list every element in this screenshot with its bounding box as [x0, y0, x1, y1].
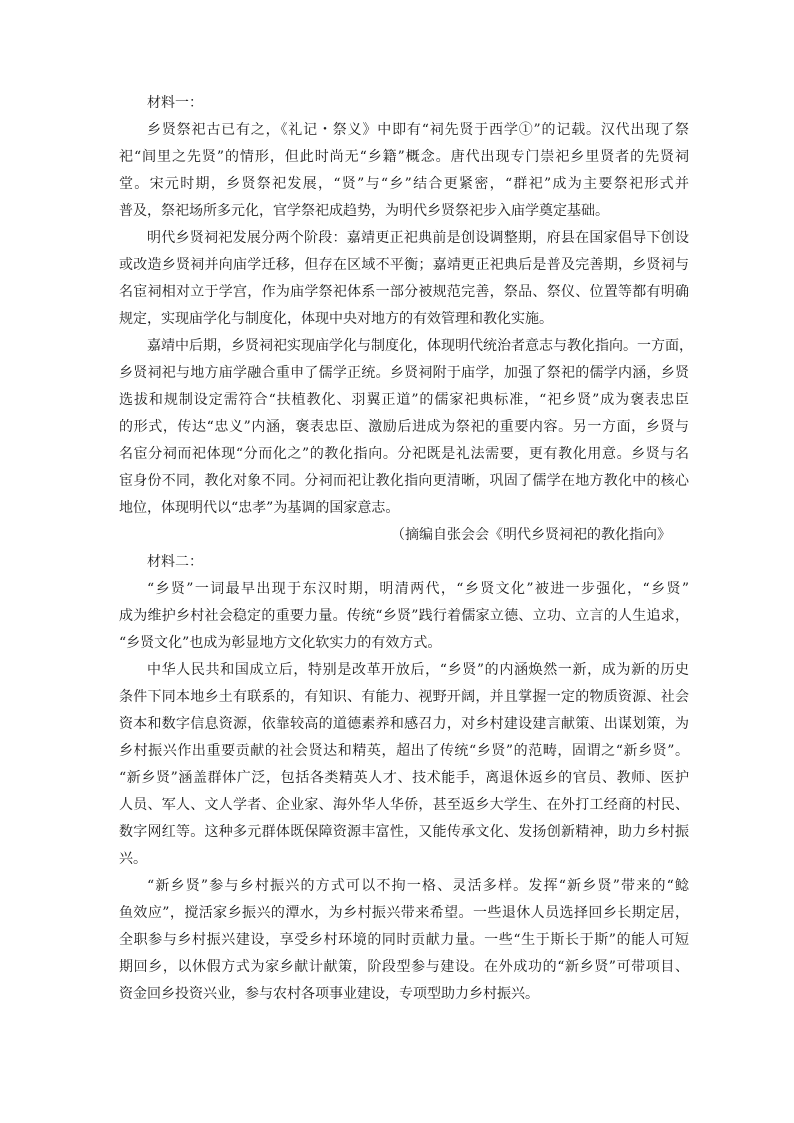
text-line: 兴。 — [119, 851, 147, 867]
material-one-paragraph-3 — [119, 333, 693, 522]
material-one-source: （摘编自张会会《明代乡贤祠祀的教化指向》 — [391, 527, 671, 543]
text-line: 明代乡贤祠祀发展分两个阶段：嘉靖更正祀典前是创设调整期，府县在国家倡导下创设 — [147, 230, 689, 246]
text-line: 乡村振兴作出重要贡献的社会贤达和精英，超出了传统“乡贤”的范畴，固谓之“新乡贤”。 — [119, 743, 689, 759]
text-line: “乡贤文化”也成为彰显地方文化软实力的有效方式。 — [119, 635, 442, 651]
text-line: 嘉靖中后期，乡贤祠祀实现庙学化与制度化，体现明代统治者意志与教化指向。一方面， — [147, 338, 693, 354]
text-line: 地位，体现明代以“忠孝”为基调的国家意志。 — [119, 500, 400, 516]
text-line: “新乡贤”涵盖群体广泛，包括各类精英人才、技术能手，离退休返乡的官员、教师、医护 — [119, 770, 689, 786]
text-line: 鱼效应”，搅活家乡振兴的潭水，为乡村振兴带来希望。一些退休人员选择回乡长期定居， — [119, 905, 689, 921]
material-two-paragraph-3 — [119, 873, 689, 1008]
text-line: “乡贤”一词最早出现于东汉时期，明清两代，“乡贤文化”被进一步强化，“乡贤” — [147, 581, 689, 597]
material-two-paragraph-2 — [119, 657, 689, 873]
text-line: 堂。宋元时期，乡贤祭祀发展，“贤”与“乡”结合更紧密，“群祀”成为主要祭祀形式并 — [119, 176, 689, 192]
text-line: 资金回乡投资兴业，参与农村各项事业建设，专项型助力乡村振兴。 — [119, 986, 539, 1002]
text-line: 祀“闾里之先贤”的情形，但此时尚无“乡籍”概念。唐代出现专门崇祀乡里贤者的先贤祠 — [119, 149, 689, 165]
text-line: 普及，祭祀场所多元化，官学祭祀成趋势，为明代乡贤祭祀步入庙学奠定基础。 — [119, 203, 609, 219]
text-line: 期回乡，以休假方式为家乡献计献策，阶段型参与建设。在外成功的“新乡贤”可带项目、 — [119, 959, 689, 975]
document-page — [119, 90, 693, 1008]
text-line: 乡贤祭祀古已有之，《礼记・祭义》中即有“祠先贤于西学①”的记载。汉代出现了祭 — [147, 122, 689, 138]
text-line: 规定，实现庙学化与制度化，体现中央对地方的有效管理和教化实施。 — [119, 311, 553, 327]
text-line: 名宦分祠而祀体现“分而化之”的教化指向。分祀既是礼法需要，更有教化用意。乡贤与名 — [119, 446, 689, 462]
text-line: 成为维护乡村社会稳定的重要力量。传统“乡贤”践行着儒家立德、立功、立言的人生追求， — [119, 608, 689, 624]
text-line: 名宦祠相对立于学宫，作为庙学祭祀体系一部分被规范完善，祭品、祭仪、位置等都有明确 — [119, 284, 689, 300]
text-line: 乡贤祠祀与地方庙学融合重申了儒学正统。乡贤祠附于庙学，加强了祭祀的儒学内涵，乡贤 — [119, 365, 689, 381]
material-two-paragraph-1 — [119, 576, 689, 657]
text-line: 选拔和规制设定需符合“扶植教化、羽翼正道”的儒家祀典标准，“祀乡贤”成为褒表忠臣 — [119, 392, 689, 408]
text-line: “新乡贤”参与乡村振兴的方式可以不拘一格、灵活多样。发挥“新乡贤”带来的“鲶 — [147, 878, 689, 894]
text-line: 中华人民共和国成立后，特别是改革开放后，“乡贤”的内涵焕然一新，成为新的历史 — [147, 662, 689, 678]
material-two-label: 材料二： — [147, 554, 203, 570]
text-line: 数字网红等。这种多元群体既保障资源丰富性，又能传承文化、发扬创新精神，助力乡村振 — [119, 824, 689, 840]
text-line: 的形式，传达“忠义”内涵，褒表忠臣、激励后进成为祭祀的重要内容。另一方面，乡贤与 — [119, 419, 689, 435]
material-one-label: 材料一： — [147, 95, 203, 111]
material-one-paragraph-2 — [119, 225, 689, 333]
text-line: 或改造乡贤祠并向庙学迁移，但存在区域不平衡；嘉靖更正祀典后是普及完善期，乡贤祠与 — [119, 257, 689, 273]
text-line: 资本和数字信息资源，依靠较高的道德素养和感召力，对乡村建设建言献策、出谋划策，为 — [119, 716, 689, 732]
text-line: 宦身份不同，教化对象不同。分祠而祀让教化指向更清晰，巩固了儒学在地方教化中的核心 — [119, 473, 689, 489]
text-line: 条件下同本地乡土有联系的，有知识、有能力、视野开阔，并且掌握一定的物质资源、社会 — [119, 689, 689, 705]
material-one-paragraph-1 — [119, 117, 689, 225]
text-line: 人员、军人、文人学者、企业家、海外华人华侨，甚至返乡大学生、在外打工经商的村民、 — [119, 797, 689, 813]
text-line: 全职参与乡村振兴建设，享受乡村环境的同时贡献力量。一些“生于斯长于斯”的能人可短 — [119, 932, 689, 948]
